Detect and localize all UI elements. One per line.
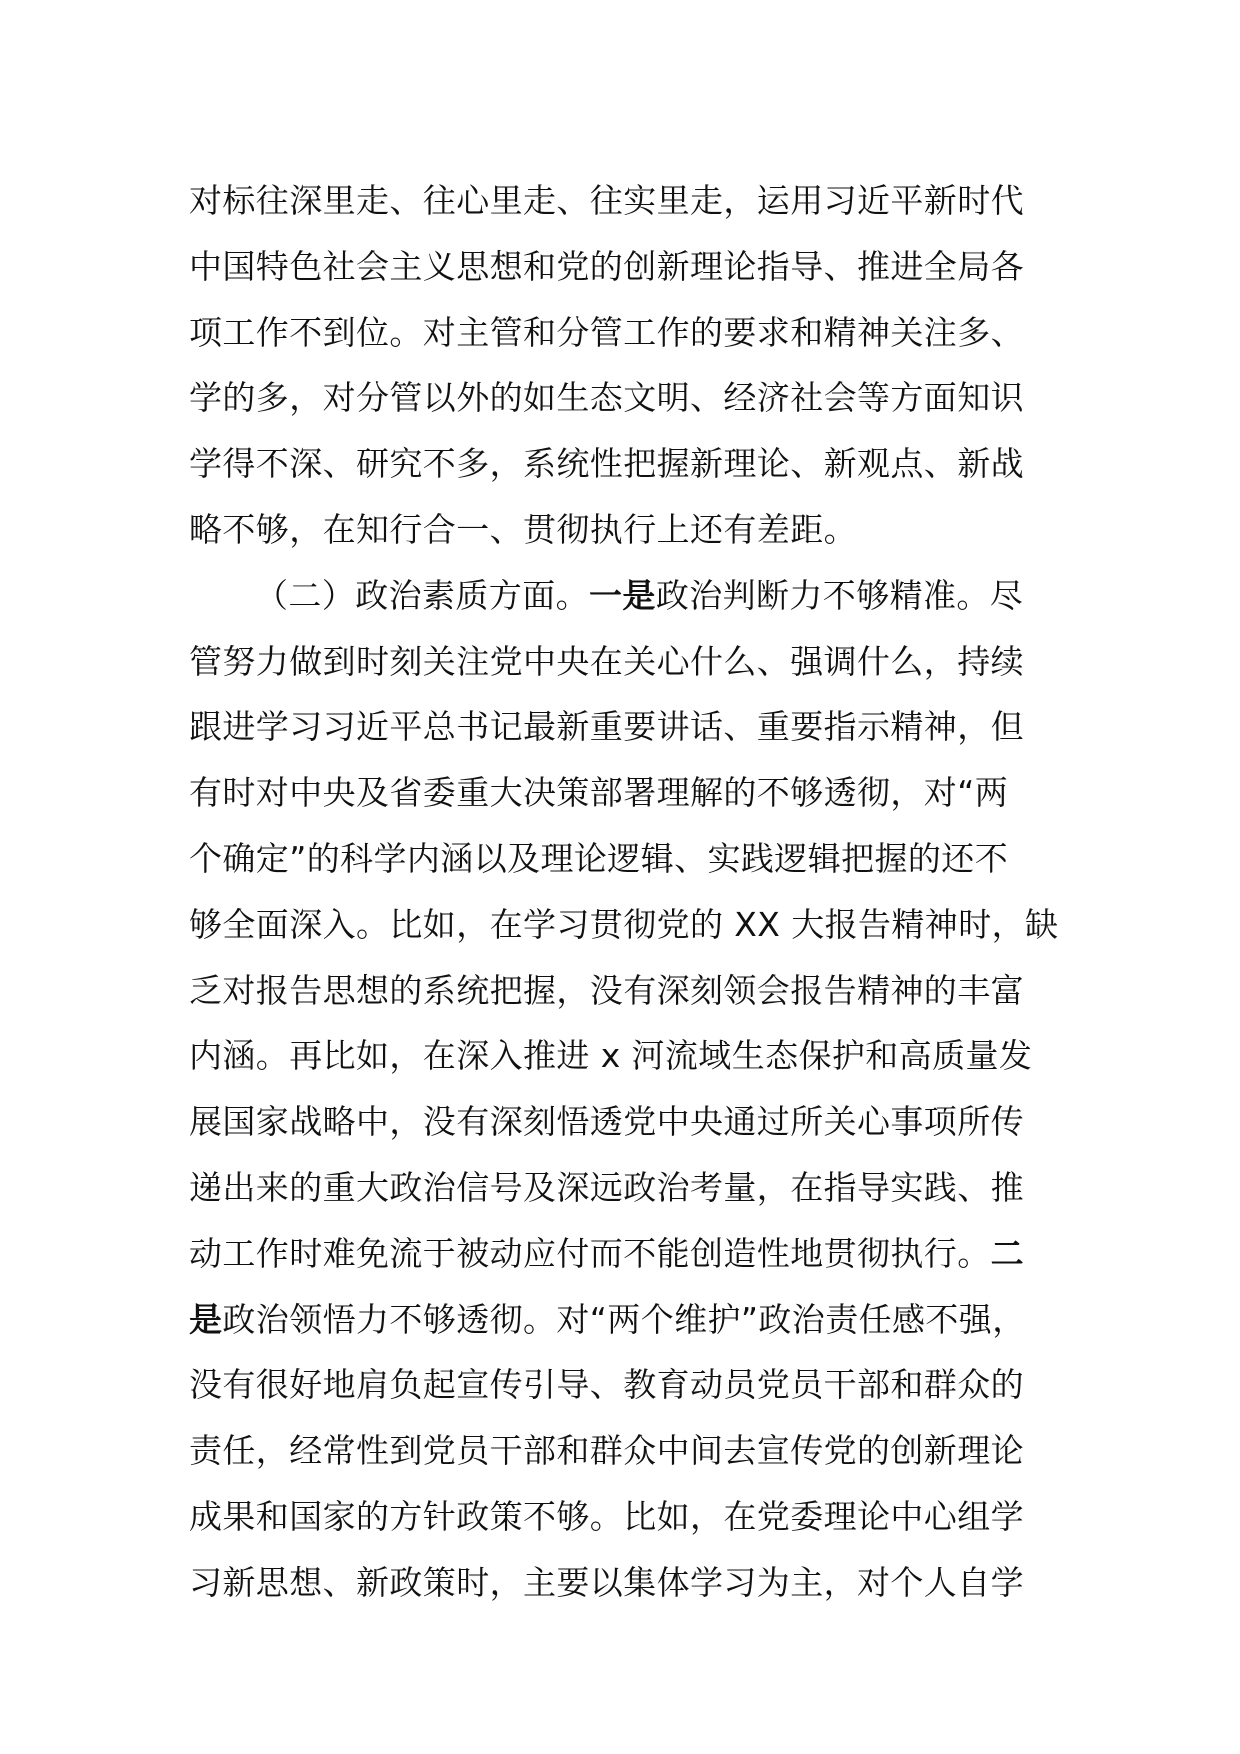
text-line: 略不够，在知行合一、贯彻执行上还有差距。 [189, 509, 857, 549]
text-line: 递出来的重大政治信号及深远政治考量，在指导实践、推 [189, 1167, 1024, 1207]
text-line: 习新思想、新政策时，主要以集体学习为主，对个人自学 [189, 1562, 1024, 1602]
text-line: 跟进学习习近平总书记最新重要讲话、重要指示精神，但 [189, 707, 1024, 747]
text-line: 学的多，对分管以外的如生态文明、经济社会等方面知识 [189, 378, 1024, 418]
bold-marker: 二 [990, 1233, 1025, 1273]
text-line: 展国家战略中，没有深刻悟透党中央通过所关心事项所传 [189, 1102, 1024, 1142]
body-text [189, 168, 1069, 1616]
text-line: 是政治领悟力不够透彻。对“两个维护”政治责任感不强， [189, 1299, 1026, 1339]
text-line: 责任，经常性到党员干部和群众中间去宣传党的创新理论 [189, 1431, 1024, 1471]
text-line: 管努力做到时刻关注党中央在关心什么、强调什么，持续 [189, 641, 1024, 681]
bold-marker: 是 [189, 1299, 223, 1339]
text-line: 个确定”的科学内涵以及理论逻辑、实践逻辑把握的还不 [189, 838, 1009, 878]
text-line: 没有很好地肩负起宣传引导、教育动员党员干部和群众的 [189, 1365, 1024, 1405]
section-heading: （二）政治素质方面。 [255, 575, 589, 615]
text-line: 动工作时难免流于被动应付而不能创造性地贯彻执行。二 [189, 1233, 1025, 1273]
text-line: 够全面深入。比如，在学习贯彻党的 XX 大报告精神时，缺 [189, 904, 1059, 944]
text-line: 对标往深里走、往心里走、往实里走，运用习近平新时代 [189, 181, 1024, 220]
text-line: 乏对报告思想的系统把握，没有深刻领会报告精神的丰富 [189, 970, 1024, 1010]
bold-marker: 一是 [589, 575, 656, 615]
text-line: 学得不深、研究不多，系统性把握新理论、新观点、新战 [189, 444, 1024, 484]
section-heading-line: （二）政治素质方面。一是政治判断力不够精准。尽 [255, 575, 1024, 615]
text-line: 有时对中央及省委重大决策部署理解的不够透彻，对“两 [189, 773, 1009, 813]
text-line: 成果和国家的方针政策不够。比如，在党委理论中心组学 [189, 1496, 1024, 1536]
text-line: 内涵。再比如，在深入推进 x 河流域生态保护和高质量发 [189, 1036, 1033, 1076]
text-line: 项工作不到位。对主管和分管工作的要求和精神关注多、 [189, 312, 1024, 352]
text-line: 中国特色社会主义思想和党的创新理论指导、推进全局各 [189, 246, 1024, 286]
